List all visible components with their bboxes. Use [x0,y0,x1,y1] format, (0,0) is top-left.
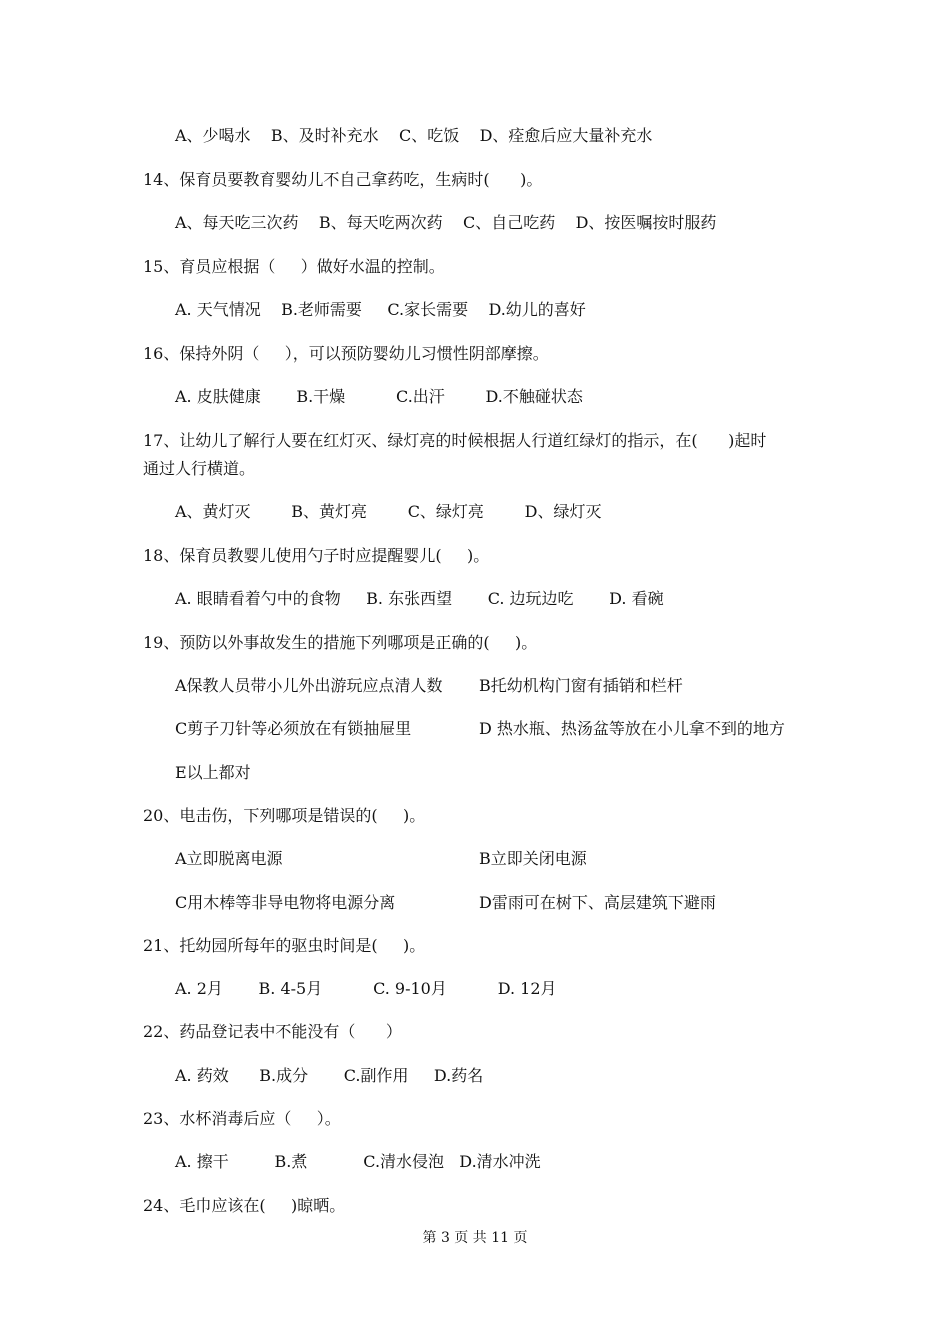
question-16: 16、保持外阴（ ），可以预防婴幼儿习惯性阴部摩擦。 [143,344,549,363]
question-21: 21、托幼园所每年的驱虫时间是( )。 [143,936,426,955]
question-23: 23、水杯消毒后应（ ）。 [143,1109,341,1128]
question-19: 19、预防以外事故发生的措施下列哪项是正确的( )。 [143,633,538,652]
question-13-options: A、少喝水 B、及时补充水 C、吃饭 D、痊愈后应大量补充水 [175,126,653,145]
question-15: 15、育员应根据（ ）做好水温的控制。 [143,257,445,276]
question-21-options: A. 2月 B. 4-5月 C. 9-10月 D. 12月 [175,979,557,998]
question-15-options: A. 天气情况 B.老师需要 C.家长需要 D.幼儿的喜好 [175,300,586,319]
question-20-option-c: C用木棒等非导电物将电源分离 [175,893,396,912]
question-17: 17、让幼儿了解行人要在红灯灭、绿灯亮的时候根据人行道红绿灯的指示，在( )起时 [143,431,767,450]
question-19-option-b: B托幼机构门窗有插销和栏杆 [479,676,683,695]
page-footer: 第 3 页 共 11 页 [422,1230,528,1246]
question-18-options: A. 眼睛看着勺中的食物 B. 东张西望 C. 边玩边吃 D. 看碗 [175,589,664,608]
question-14: 14、保育员要教育婴幼儿不自己拿药吃，生病时( )。 [143,170,543,189]
question-24: 24、毛巾应该在( )晾晒。 [143,1196,346,1215]
question-18: 18、保育员教婴儿使用勺子时应提醒婴儿( )。 [143,546,490,565]
question-19-option-e: E以上都对 [175,763,251,782]
question-22: 22、药品登记表中不能没有（ ） [143,1022,402,1041]
question-19-option-a: A保教人员带小儿外出游玩应点清人数 [175,676,443,695]
question-14-options: A、每天吃三次药 B、每天吃两次药 C、自己吃药 D、按医嘱按时服药 [175,213,717,232]
question-20-option-a: A立即脱离电源 [175,849,283,868]
question-16-options: A. 皮肤健康 B.干燥 C.出汗 D.不触碰状态 [175,387,583,406]
question-17-continued: 通过人行横道。 [143,459,256,478]
question-19-option-d: D 热水瓶、热汤盆等放在小儿拿不到的地方 [479,719,785,738]
question-22-options: A. 药效 B.成分 C.副作用 D.药名 [175,1066,484,1085]
question-17-options: A、黄灯灭 B、黄灯亮 C、绿灯亮 D、绿灯灭 [175,502,602,521]
question-20-option-b: B立即关闭电源 [479,849,587,868]
question-19-option-c: C剪子刀针等必须放在有锁抽屉里 [175,719,412,738]
question-20: 20、电击伤，下列哪项是错误的( )。 [143,806,426,825]
question-23-options: A. 擦干 B.煮 C.清水侵泡 D.清水冲洗 [175,1152,541,1171]
question-20-option-d: D雷雨可在树下、高层建筑下避雨 [479,893,716,912]
